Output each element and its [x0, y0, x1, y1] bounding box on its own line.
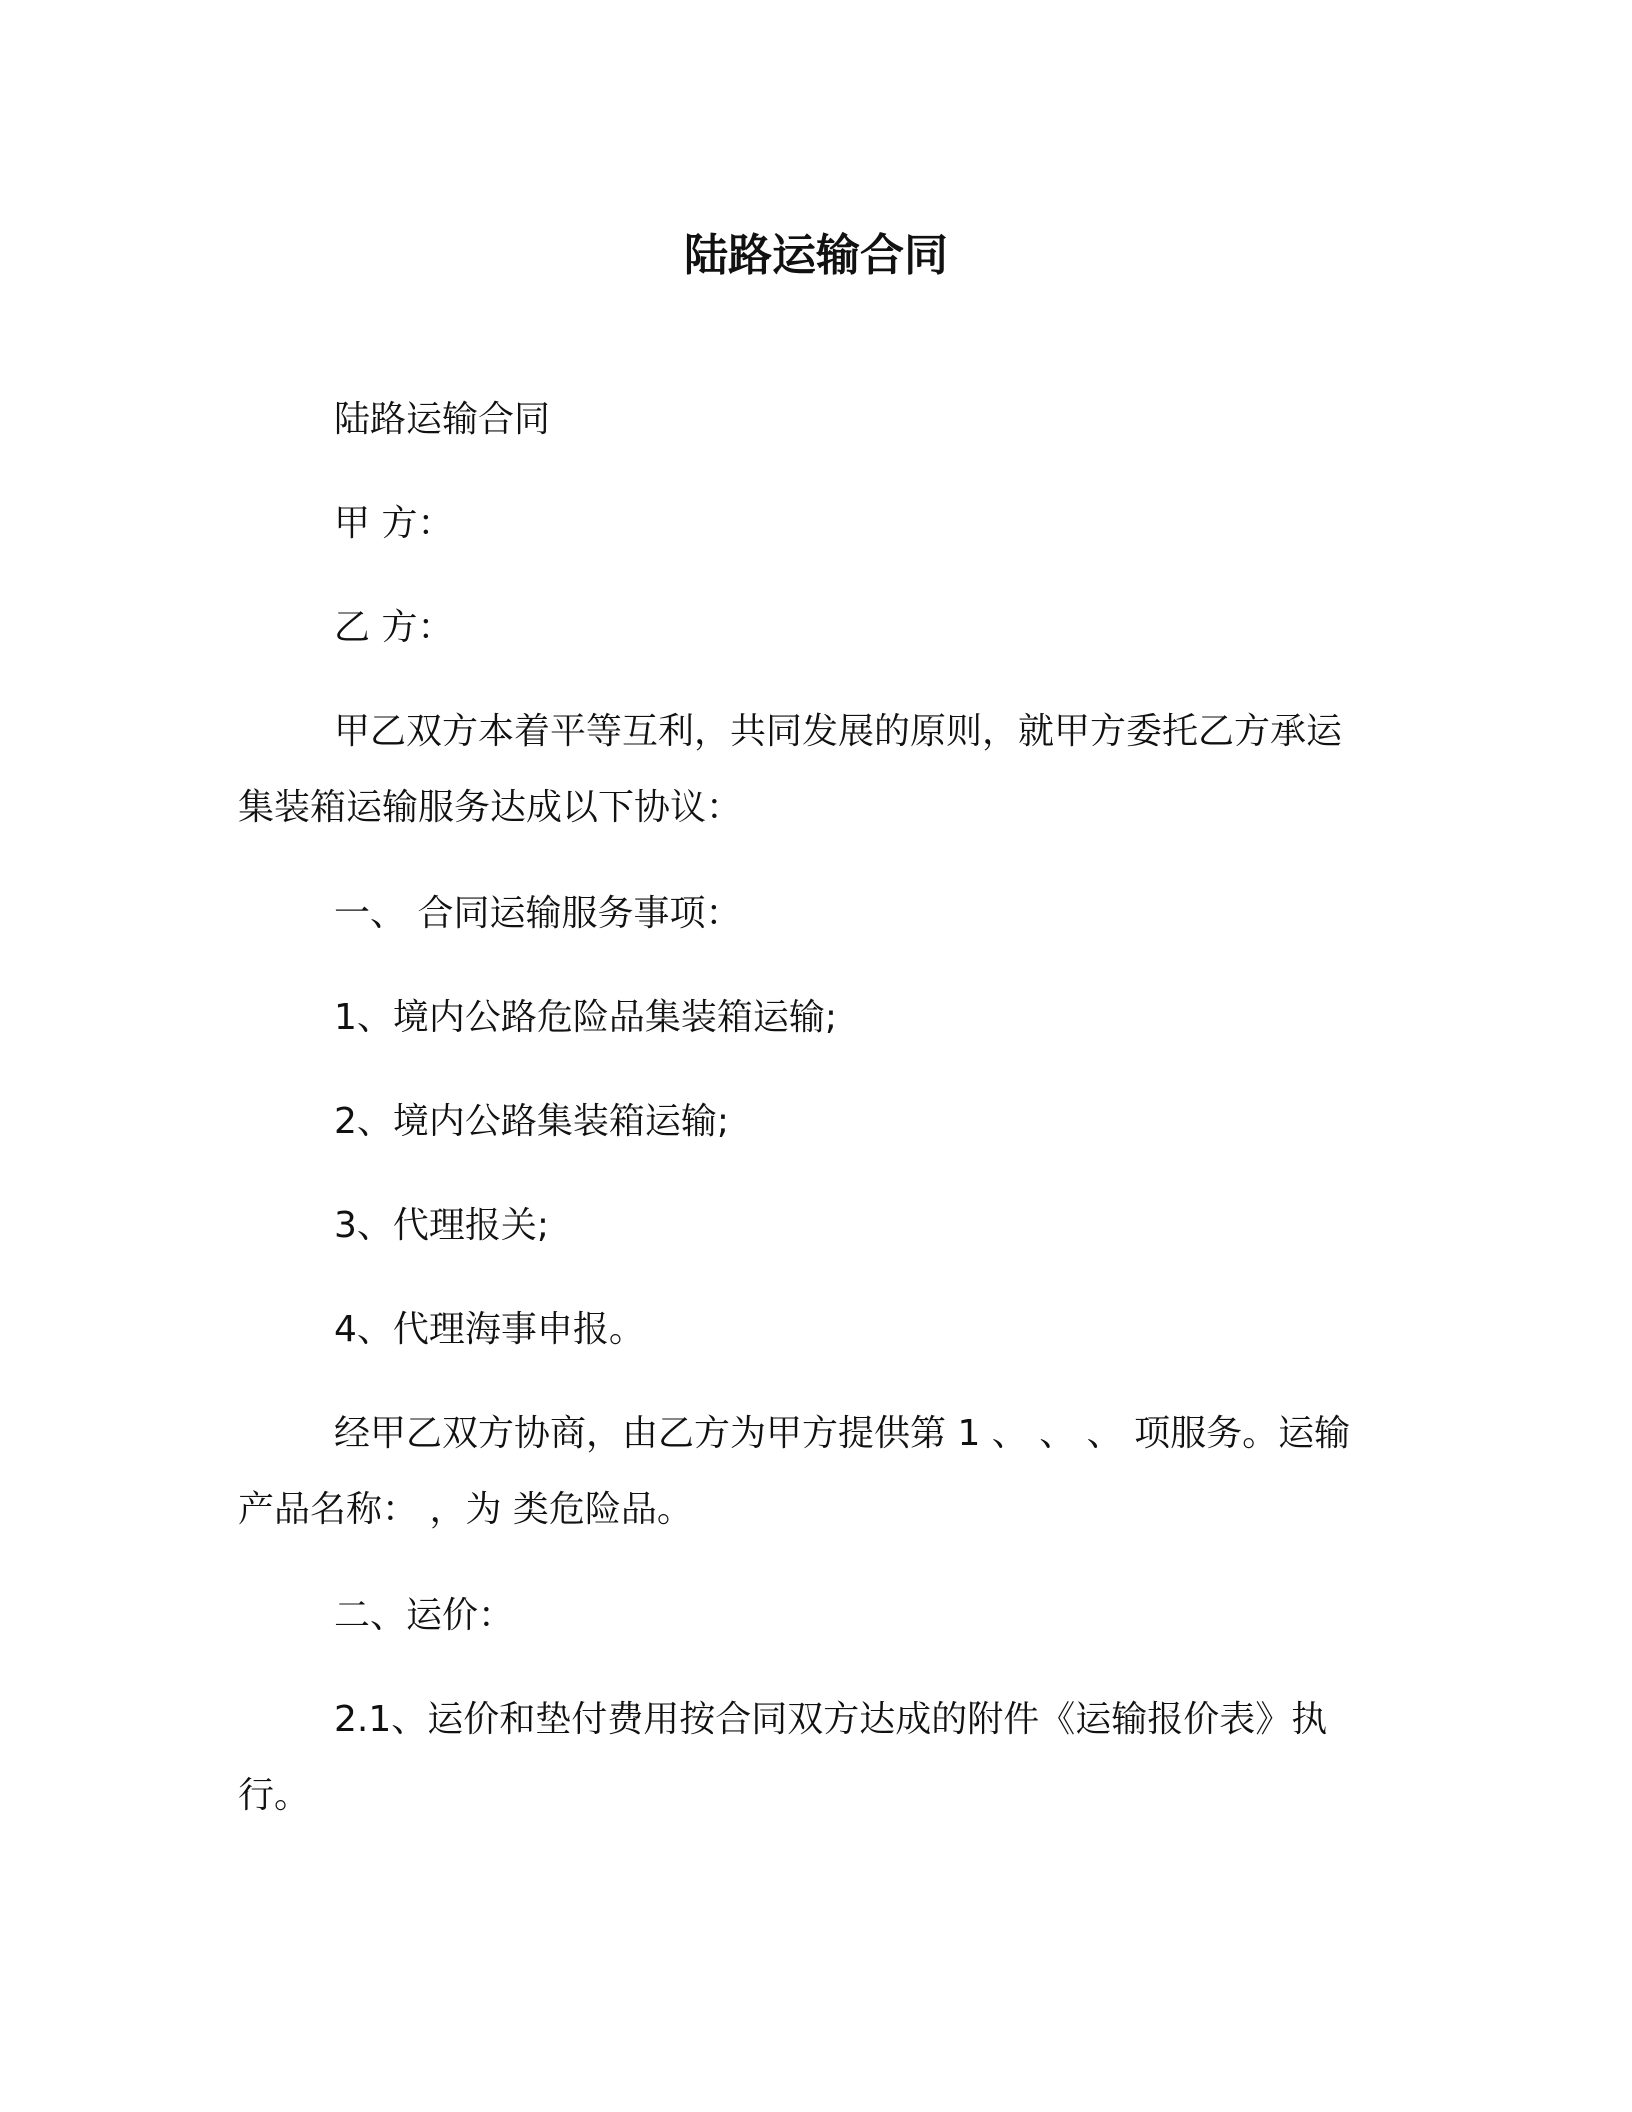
party-a-label: 甲 方：	[334, 503, 454, 544]
clause-2-1-line-1: 2.1、运价和垫付费用按合同双方达成的附件《运输报价表》执	[334, 1699, 1328, 1740]
section-2-heading: 二、运价：	[334, 1595, 515, 1636]
agreement-line-1: 经甲乙双方协商，由乙方为甲方提供第 1 、 、 、 项服务。运输	[334, 1413, 1351, 1454]
subtitle-paragraph	[238, 382, 1398, 458]
list-item: 4、代理海事申报。	[334, 1309, 645, 1350]
subtitle-text: 陆路运输合同	[334, 399, 551, 440]
item-1-paragraph	[238, 980, 1398, 1056]
intro-line-1: 甲乙双方本着平等互利，共同发展的原则，就甲方委托乙方承运	[334, 711, 1343, 752]
intro-paragraph	[238, 694, 1398, 846]
section-1-heading: 一、 合同运输服务事项：	[334, 893, 742, 934]
agreement-line-2: 产品名称： ，为 类危险品。	[238, 1489, 693, 1530]
intro-line-2: 集装箱运输服务达成以下协议：	[238, 787, 743, 828]
section-1-heading-paragraph	[238, 876, 1398, 952]
party-b-label: 乙 方：	[334, 607, 454, 648]
document-title: 陆路运输合同	[684, 230, 948, 281]
party-b-paragraph	[238, 590, 1398, 666]
agreement-paragraph	[238, 1396, 1398, 1548]
list-item: 2、境内公路集装箱运输;	[334, 1101, 730, 1142]
item-4-paragraph	[238, 1292, 1398, 1368]
list-item: 1、境内公路危险品集装箱运输;	[334, 997, 838, 1038]
clause-2-1-paragraph	[238, 1682, 1398, 1834]
clause-2-1-line-2: 行。	[238, 1775, 311, 1816]
party-a-paragraph	[238, 486, 1398, 562]
section-2-heading-paragraph	[238, 1578, 1398, 1654]
list-item: 3、代理报关;	[334, 1205, 550, 1246]
item-3-paragraph	[238, 1188, 1398, 1264]
item-2-paragraph	[238, 1084, 1398, 1160]
